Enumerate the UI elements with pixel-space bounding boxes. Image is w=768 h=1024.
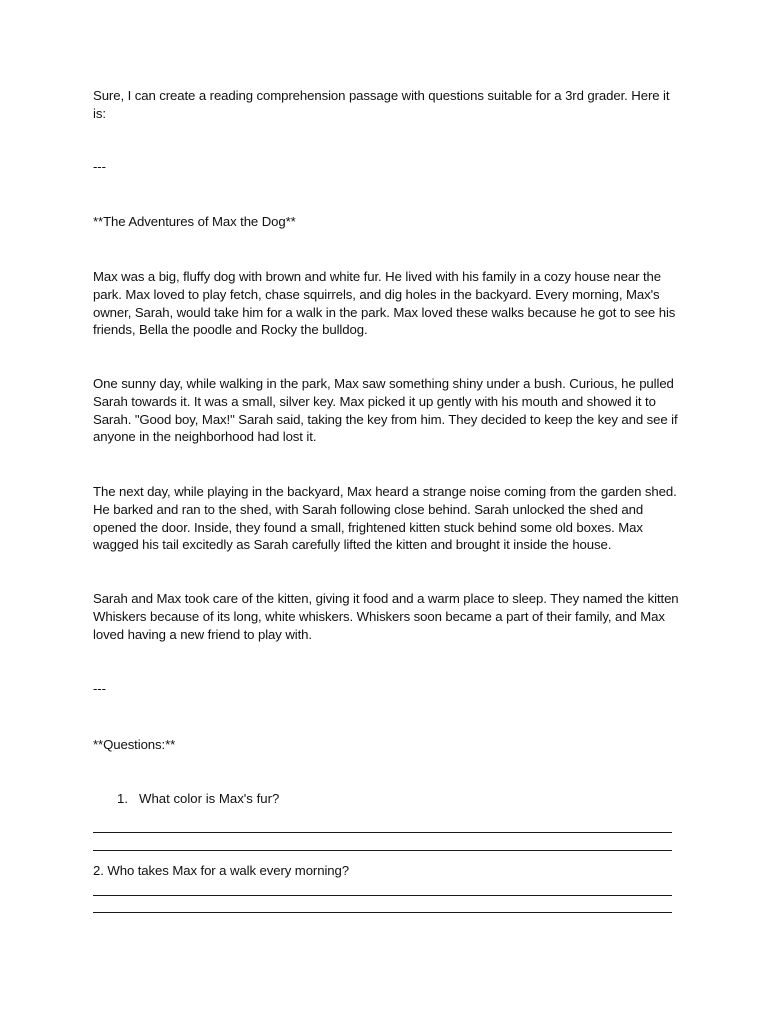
passage-title: **The Adventures of Max the Dog** bbox=[93, 214, 296, 229]
paragraph-4: Sarah and Max took care of the kitten, giving it food and a warm place to sleep. They named the kitten Whiskers because of its long, white whiskers. Whiskers soon became a part of their family, and Max loved having a new friend to play with. bbox=[93, 591, 679, 642]
intro-text: Sure, I can create a reading comprehension passage with questions suitable for a 3rd grader. Here it is: bbox=[93, 88, 670, 121]
answer-line-1b bbox=[93, 850, 672, 851]
answer-line-2a bbox=[93, 895, 672, 896]
question-1 bbox=[117, 790, 279, 808]
separator-top: --- bbox=[93, 159, 106, 174]
paragraph-3: The next day, while playing in the backyard, Max heard a strange noise coming from the garden shed. He barked and ran to the shed, with Sarah following close behind. Sarah unlocked the shed and opened the door. Inside, they found a small, frightened kitten stuck behind some old boxes. Max wagged his tail excitedly as Sarah carefully lifted the kitten and brought it inside the house. bbox=[93, 484, 677, 553]
separator-bottom: --- bbox=[93, 681, 106, 696]
paragraph-2: One sunny day, while walking in the park, Max saw something shiny under a bush. Curious, he pulled Sarah towards it. It was a small, silver key. Max picked it up gently with his mouth and showed it to Sarah. "Good boy, Max!" Sarah said, taking the key from him. They decided to keep the key and see if anyone in the neighborhood had lost it. bbox=[93, 376, 678, 445]
question-1-text: What color is Max's fur? bbox=[139, 791, 280, 806]
paragraph-1: Max was a big, fluffy dog with brown and white fur. He lived with his family in a cozy house near the park. Max loved to play fetch, chase squirrels, and dig holes in the backyard. Every morning, Max's owner, Sarah, would take him for a walk in the park. Max loved these walks because he got to see his friends, Bella the poodle and Rocky the bulldog. bbox=[93, 269, 676, 338]
questions-heading: **Questions:** bbox=[93, 737, 176, 752]
question-2-text: 2. Who takes Max for a walk every morning? bbox=[93, 863, 349, 878]
answer-line-1a bbox=[93, 832, 672, 833]
answer-line-2b bbox=[93, 912, 672, 913]
question-1-number: 1. bbox=[117, 791, 128, 806]
